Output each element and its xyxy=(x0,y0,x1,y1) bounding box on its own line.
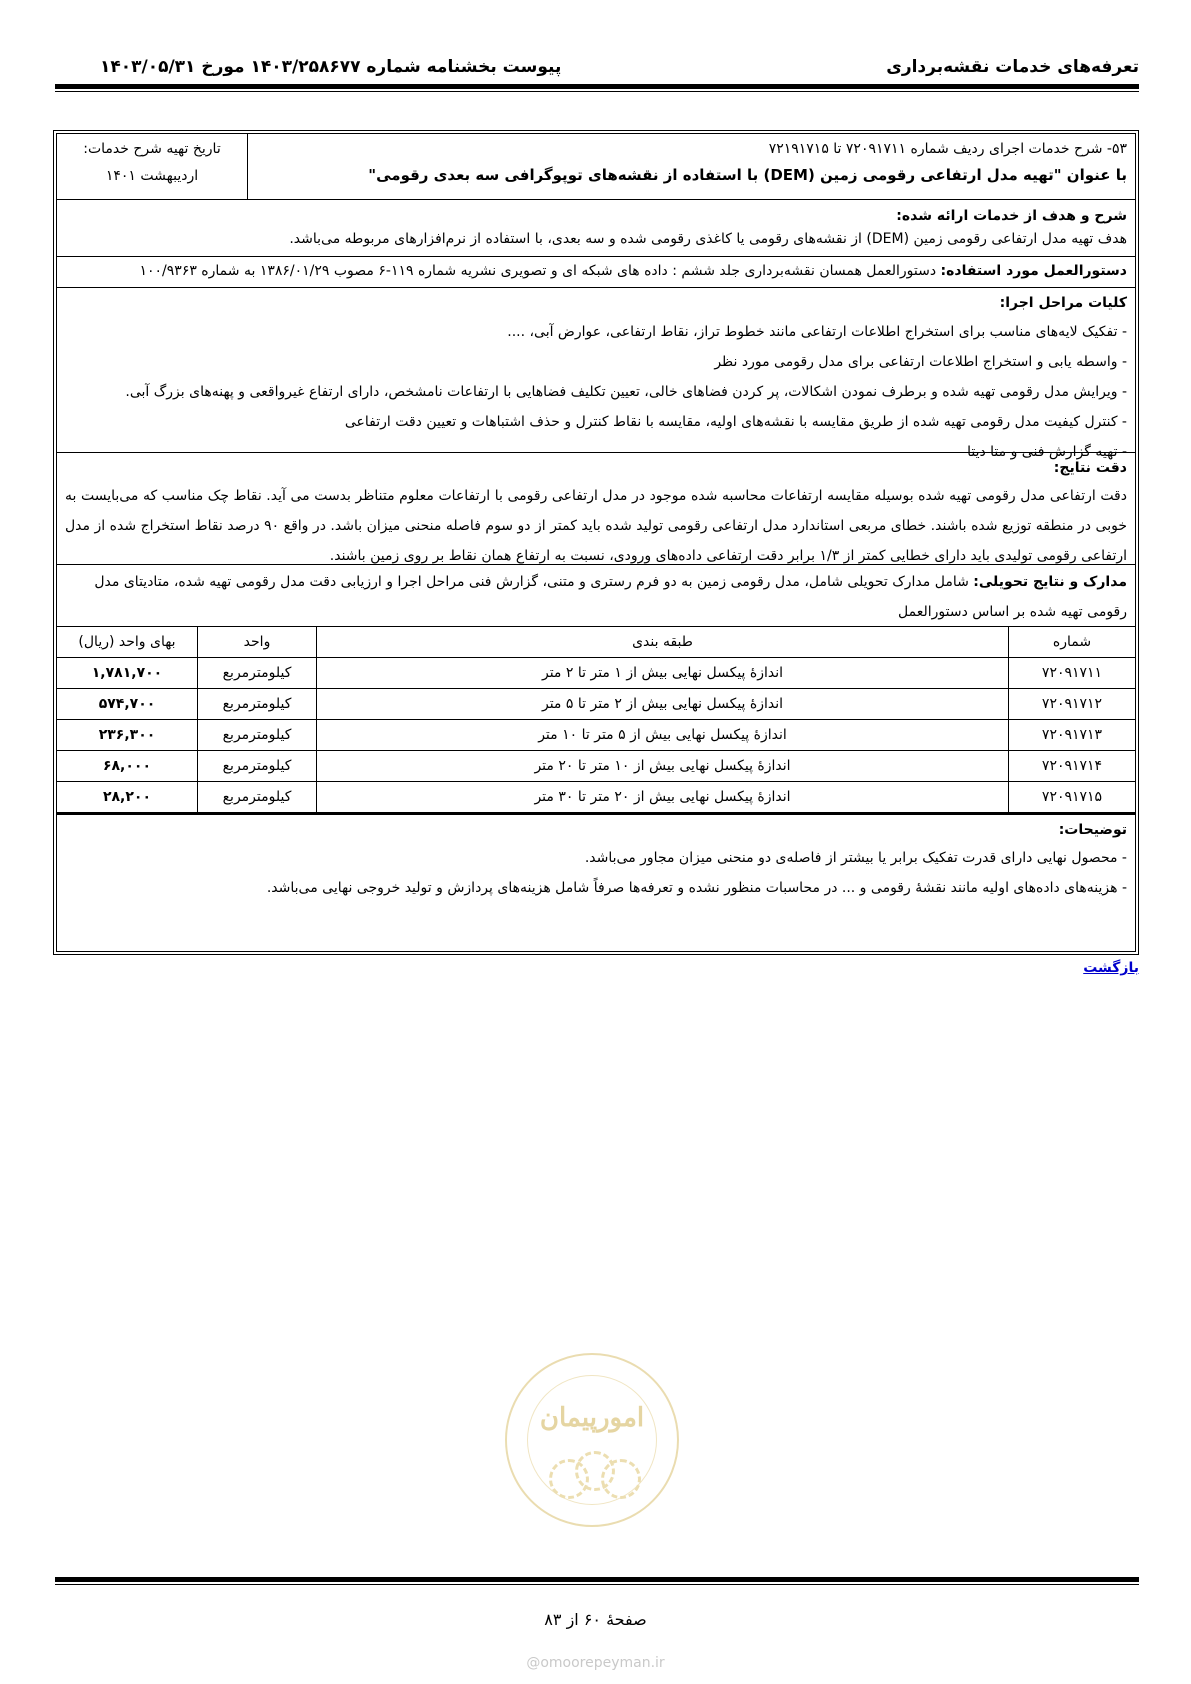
table-row xyxy=(57,751,1135,782)
preparation-date-value: اردیبهشت ۱۴۰۱ xyxy=(105,168,199,184)
price-table-header xyxy=(57,627,1135,658)
preparation-date-label: تاریخ تهیه شرح خدمات: xyxy=(83,141,221,157)
table-row xyxy=(57,782,1135,813)
back-link[interactable]: بازگشت xyxy=(1083,960,1139,976)
accuracy-heading: دقت نتایج: xyxy=(1053,460,1127,476)
row-number: ۷۲۰۹۱۷۱۵ xyxy=(1009,782,1136,813)
header-rule-thin xyxy=(55,91,1139,92)
deliverables-paragraph xyxy=(65,567,1127,627)
gear-icon xyxy=(601,1459,641,1499)
row-class: اندازهٔ پیکسل نهایی بیش از ۵ متر تا ۱۰ متر xyxy=(317,720,1009,751)
step-item: - تهیه گزارش فنی و متا دیتا xyxy=(967,444,1127,460)
row-unit: کیلومترمربع xyxy=(198,720,317,751)
row-number: ۷۲۰۹۱۷۱۲ xyxy=(1009,689,1136,720)
deliverables-section xyxy=(57,565,1135,627)
deliverables-text: شامل مدارک تحویلی شامل، مدل رقومی زمین به دو فرم رستری و متنی، گزارش فنی مراحل اجرا و ارزیابی دقت مدل رقومی تهیه شده، متادیتای مدل رقومی تهیه شده بر اساس دستورالعمل xyxy=(94,574,1127,620)
instruction-section xyxy=(57,257,1135,288)
header-class: طبقه بندی xyxy=(317,627,1009,658)
organization-seal xyxy=(505,1353,679,1527)
goal-section xyxy=(57,200,1135,257)
seal-text: امورپیمان xyxy=(539,1403,645,1433)
row-class: اندازهٔ پیکسل نهایی بیش از ۱۰ متر تا ۲۰ متر xyxy=(317,751,1009,782)
row-price: ۶۸,۰۰۰ xyxy=(57,751,198,782)
step-item: - کنترل کیفیت مدل رقومی تهیه شده از طریق مقایسه با نقشه‌های اولیه، مقایسه با نقاط کنترل و حذف اشتباهات و تعیین دقت ارتفاعی xyxy=(344,414,1127,430)
instruction-text: دستورالعمل همسان نقشه‌برداری جلد ششم : داده های شبکه ای و تصویری نشریه شماره ۱۱۹-۶ مصوب ۱۳۸۶/۰۱/۲۹ به شماره ۱۰۰/۹۳۶۳ xyxy=(139,263,941,279)
note-item: - هزینه‌های داده‌های اولیه مانند نقشهٔ رقومی و ... در محاسبات منظور نشده و تعرفه‌ها صرفاً شامل هزینه‌های پردازش و تولید خروجی نهایی می‌باشد. xyxy=(266,880,1127,896)
row-class: اندازهٔ پیکسل نهایی بیش از ۱ متر تا ۲ متر xyxy=(317,658,1009,689)
note-item: - محصول نهایی دارای قدرت تفکیک برابر یا بیشتر از فاصله‌ی دو منحنی میزان مجاور می‌باشد. xyxy=(584,850,1127,866)
accuracy-text: دقت ارتفاعی مدل رقومی تهیه شده بوسیله مقایسه ارتفاعات محاسبه شده موجود در مدل ارتفاعی رقومی با ارتفاعات معلوم متناظر بدست می آید. نقاط چک مناسب که می‌بایست به خوبی در منطقه توزیع شده باشند. خطای مربعی استاندارد مدل ارتفاعی رقومی تولید شده باید کمتر از دو سوم فاصله منحنی میزان باشد. در واقع ۹۰ درصد نقاط استخراج شده از مدل ارتفاعی رقومی تولیدی باید دارای خطایی کمتر از ۱/۳ برابر دقت ارتفاعی داده‌های ورودی، نسبت به ارتفاع همان نقاط بر روی زمین باشند. xyxy=(65,488,1128,564)
title-line-1: ۵۳- شرح خدمات اجرای ردیف شماره ۷۲۰۹۱۷۱۱ تا ۷۲۱۹۱۷۱۵ xyxy=(768,141,1127,157)
notes-heading: توضیحات: xyxy=(1058,822,1127,838)
title-block xyxy=(248,134,1135,199)
header-rule-thick xyxy=(55,84,1139,89)
row-unit: کیلومترمربع xyxy=(198,782,317,813)
price-table-wrapper xyxy=(57,627,1135,813)
row-unit: کیلومترمربع xyxy=(198,658,317,689)
row-price: ۱,۷۸۱,۷۰۰ xyxy=(57,658,198,689)
document-title: تعرفه‌های خدمات نقشه‌برداری xyxy=(886,57,1139,77)
row-unit: کیلومترمربع xyxy=(198,751,317,782)
header-unit: واحد xyxy=(198,627,317,658)
footer-rule-thick xyxy=(55,1577,1139,1582)
row-number: ۷۲۰۹۱۷۱۴ xyxy=(1009,751,1136,782)
footer-rule-thin xyxy=(55,1584,1139,1585)
row-unit: کیلومترمربع xyxy=(198,689,317,720)
site-watermark: @omoorepeyman.ir xyxy=(526,1655,665,1671)
steps-section xyxy=(57,288,1135,460)
goal-text: هدف تهیه مدل ارتفاعی رقومی زمین (DEM) از نقشه‌های رقومی یا کاغذی رقومی شده و سه بعدی، با استفاده از نرم‌افزارهای مربوطه می‌باشد. xyxy=(289,231,1127,247)
step-item: - ویرایش مدل رقومی تهیه شده و برطرف نمودن اشکالات، پر کردن فضاهای خالی، تعیین تکلیف فضاهایی با ارتفاعات نامشخص، دارای ارتفاع غیرواقعی و پهنه‌های بزرگ آبی. xyxy=(125,384,1127,400)
preparation-date-cell xyxy=(57,134,248,199)
table-row xyxy=(57,689,1135,720)
row-price: ۲۸,۲۰۰ xyxy=(57,782,198,813)
row-price: ۲۳۶,۳۰۰ xyxy=(57,720,198,751)
step-item: - واسطه یابی و استخراج اطلاعات ارتفاعی برای مدل رقومی مورد نظر xyxy=(714,354,1127,370)
price-table xyxy=(57,627,1135,813)
deliverables-label: مدارک و نتایج تحویلی: xyxy=(973,574,1127,590)
goal-heading: شرح و هدف از خدمات ارائه شده: xyxy=(896,208,1127,224)
row-class: اندازهٔ پیکسل نهایی بیش از ۲ متر تا ۵ متر xyxy=(317,689,1009,720)
title-line-2: با عنوان "تهیه مدل ارتفاعی رقومی زمین (DEM) با استفاده از نقشه‌های توپوگرافی سه بعدی رقومی" xyxy=(368,166,1127,184)
row-class: اندازهٔ پیکسل نهایی بیش از ۲۰ متر تا ۳۰ متر xyxy=(317,782,1009,813)
table-row xyxy=(57,720,1135,751)
steps-heading: کلیات مراحل اجرا: xyxy=(999,295,1127,311)
table-row xyxy=(57,658,1135,689)
accuracy-section xyxy=(57,453,1135,565)
header-number: شماره xyxy=(1009,627,1136,658)
row-price: ۵۷۴,۷۰۰ xyxy=(57,689,198,720)
row-number: ۷۲۰۹۱۷۱۱ xyxy=(1009,658,1136,689)
header-price: بهای واحد (ریال) xyxy=(57,627,198,658)
service-description-frame xyxy=(53,130,1139,955)
page-number: صفحهٔ ۶۰ از ۸۳ xyxy=(544,1610,647,1629)
notes-section xyxy=(57,813,1135,911)
step-item: - تفکیک لایه‌های مناسب برای استخراج اطلاعات ارتفاعی مانند خطوط تراز، نقاط ارتفاعی، عوارض آبی، .... xyxy=(507,324,1127,340)
row-number: ۷۲۰۹۱۷۱۳ xyxy=(1009,720,1136,751)
circular-reference: پیوست بخشنامه شماره ۱۴۰۳/۲۵۸۶۷۷ مورخ ۱۴۰۳/۰۵/۳۱ xyxy=(100,57,562,77)
title-row xyxy=(57,134,1135,200)
instruction-label: دستورالعمل مورد استفاده: xyxy=(940,263,1127,279)
